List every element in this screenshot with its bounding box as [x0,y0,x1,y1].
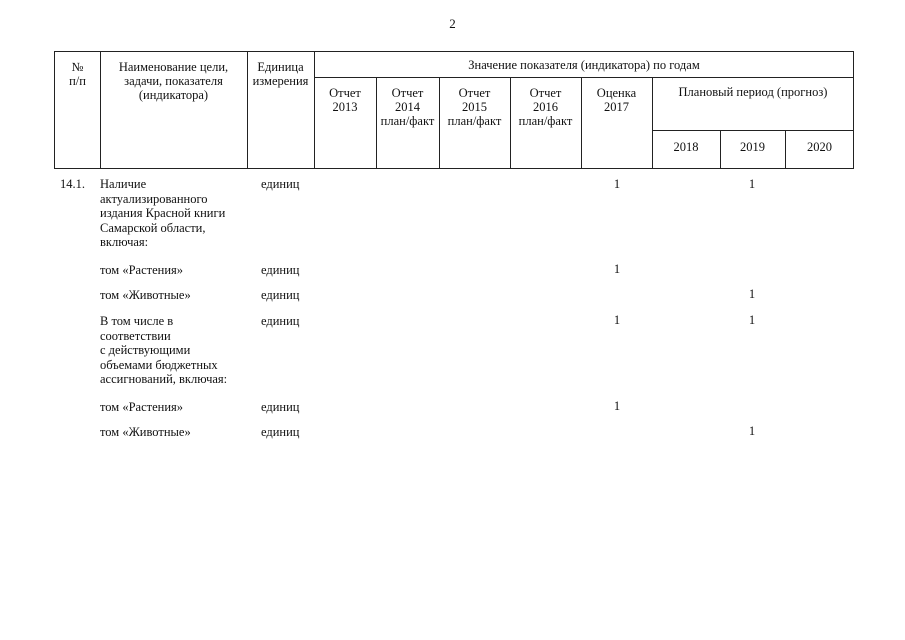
table-header [54,51,854,169]
row-name: том «Растения» [100,263,184,277]
row-unit: единиц [261,425,300,439]
row-name: В том числе в соответствии с действующими объемами бюджетных ассигнований, включая: [100,314,228,386]
value-2017: 1 [613,177,621,191]
row-unit: единиц [261,177,300,191]
row-unit: единиц [261,314,300,328]
value-2019: 1 [748,424,756,438]
row-number: 14.1. [60,177,85,191]
value-2017: 1 [613,399,621,413]
header-2019: 2019 [740,140,765,154]
value-2019: 1 [748,177,756,191]
header-2015: Отчет 2015 план/факт [447,86,502,128]
value-2017: 1 [613,313,621,327]
header-plan: Плановый период (прогноз) [678,85,828,99]
header-2017: Оценка 2017 [596,86,637,114]
header-2013: Отчет 2013 [329,86,361,114]
row-unit: единиц [261,400,300,414]
header-2016: Отчет 2016 план/факт [518,86,573,128]
value-2017: 1 [613,262,621,276]
header-num: № п/п [69,60,86,88]
header-values: Значение показателя (индикатора) по годам [468,58,700,72]
divider [652,130,854,131]
header-2020: 2020 [807,140,832,154]
header-2018: 2018 [673,140,699,154]
divider [314,77,854,78]
header-2014: Отчет 2014 план/факт [380,86,435,128]
row-name: том «Растения» [100,400,184,414]
value-2019: 1 [748,313,756,327]
row-unit: единиц [261,288,300,302]
value-2019: 1 [748,287,756,301]
row-name: том «Животные» [100,425,191,439]
row-unit: единиц [261,263,300,277]
row-name: том «Животные» [100,288,191,302]
row-name: Наличие актуализированного издания Красной книги Самарской области, включая: [100,177,226,249]
page-number: 2 [449,16,456,31]
header-name: Наименование цели, задачи, показателя (индикатора) [118,60,229,102]
header-unit: Единица измерения [252,60,309,88]
